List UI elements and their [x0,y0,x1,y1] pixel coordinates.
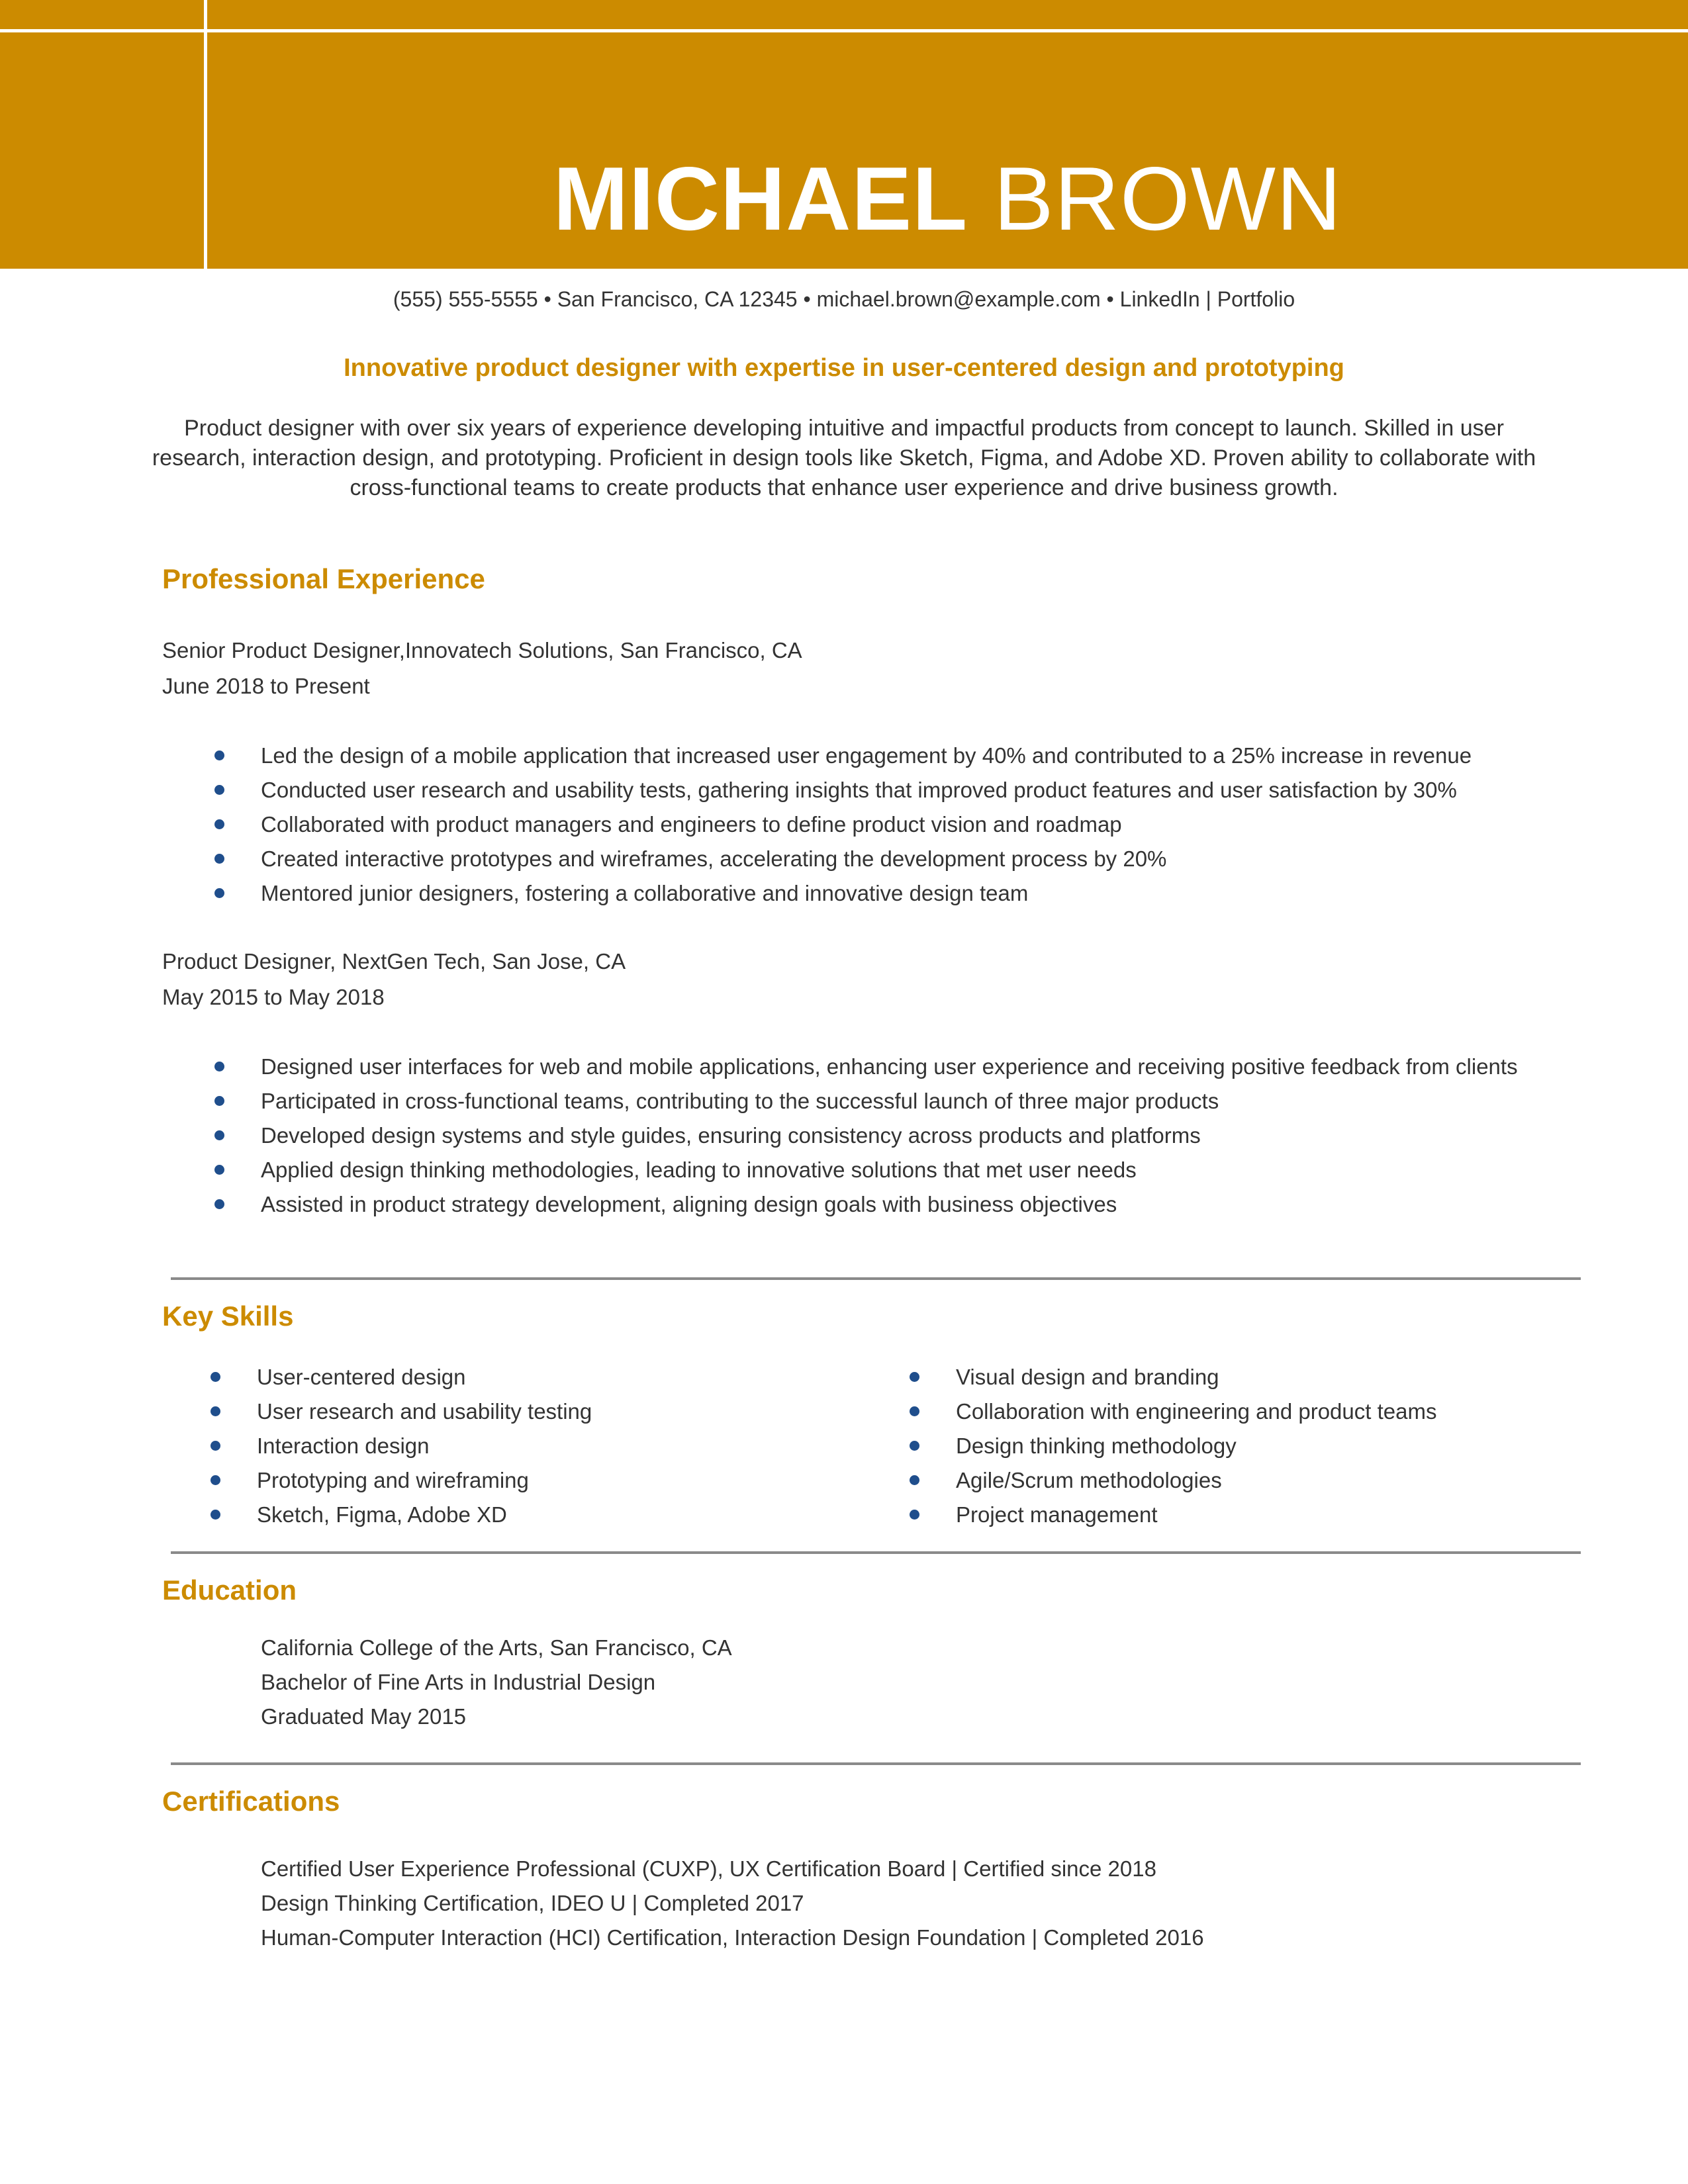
experience-heading: Professional Experience [162,563,485,594]
list-item: Collaboration with engineering and product teams [910,1394,1638,1429]
education-line: Graduated May 2015 [261,1704,467,1729]
list-item: Mentored junior designers, fostering a collaborative and innovative design team [214,876,1598,911]
list-item: Developed design systems and style guides, ensuring consistency across products and platforms [214,1118,1598,1153]
education-line: California College of the Arts, San Francisco, CA [261,1635,732,1660]
section-divider [171,1762,1581,1765]
list-item: Led the design of a mobile application that increased user engagement by 40% and contributed to a 25% increase in revenue [214,739,1598,773]
header-horizontal-line [0,29,1688,32]
list-item: Created interactive prototypes and wireframes, accelerating the development process by 20% [214,842,1598,876]
headline: Innovative product designer with expertise in user-centered design and prototyping [344,354,1344,382]
list-item: Applied design thinking methodologies, leading to innovative solutions that met user needs [214,1153,1598,1187]
list-item: Design thinking methodology [910,1429,1638,1463]
certification-line: Certified User Experience Professional (CUXP), UX Certification Board | Certified since 2018 [261,1856,1156,1881]
job-title: Senior Product Designer,Innovatech Solutions, San Francisco, CA [162,638,802,662]
certifications-heading: Certifications [162,1786,340,1817]
certification-line: Design Thinking Certification, IDEO U | Completed 2017 [261,1891,804,1915]
education-lines [261,1631,732,1734]
job-title: Product Designer, NextGen Tech, San Jose, CA [162,949,626,974]
list-item: Designed user interfaces for web and mobile applications, enhancing user experience and receiving positive feedback from clients [214,1050,1598,1084]
list-item: User-centered design [211,1360,872,1394]
job-dates: June 2018 to Present [162,674,370,698]
list-item: Collaborated with product managers and engineers to define product vision and roadmap [214,807,1598,842]
section-divider [171,1551,1581,1554]
list-item: Sketch, Figma, Adobe XD [211,1498,872,1532]
job-bullets [214,1050,1598,1222]
list-item: Project management [910,1498,1638,1532]
skills-right-column [910,1360,1638,1532]
list-item: Prototyping and wireframing [211,1463,872,1498]
section-divider [171,1277,1581,1280]
list-item: Agile/Scrum methodologies [910,1463,1638,1498]
list-item: Conducted user research and usability tests, gathering insights that improved product features and user satisfaction by 30% [214,773,1598,807]
education-heading: Education [162,1574,297,1606]
list-item: Assisted in product strategy development, aligning design goals with business objectives [214,1187,1598,1222]
list-item: User research and usability testing [211,1394,872,1429]
summary: Product designer with over six years of experience developing intuitive and impactful products from concept to launch. Skilled in user research, interaction design, and prototyping. Proficient in design tools like Sketch, Figma, and Adobe XD. Proven ability to collaborate with cross-functional teams to create products that enhance user experience and drive business growth. [152,416,1536,500]
job-bullets [214,739,1598,911]
skills-left-column [211,1360,872,1532]
candidate-name [207,149,1688,248]
certification-line: Human-Computer Interaction (HCI) Certification, Interaction Design Foundation | Completed 2016 [261,1925,1204,1950]
list-item: Visual design and branding [910,1360,1638,1394]
first-name: MICHAEL [553,148,968,249]
last-name: BROWN [994,148,1342,249]
list-item: Interaction design [211,1429,872,1463]
contact-line: (555) 555-5555 • San Francisco, CA 12345 • michael.brown@example.com • LinkedIn | Portfolio [393,287,1295,311]
certification-lines [261,1852,1204,1955]
education-line: Bachelor of Fine Arts in Industrial Design [261,1670,656,1694]
header-band [0,0,1688,269]
job-dates: May 2015 to May 2018 [162,985,385,1009]
list-item: Participated in cross-functional teams, contributing to the successful launch of three major products [214,1084,1598,1118]
skills-heading: Key Skills [162,1300,294,1332]
